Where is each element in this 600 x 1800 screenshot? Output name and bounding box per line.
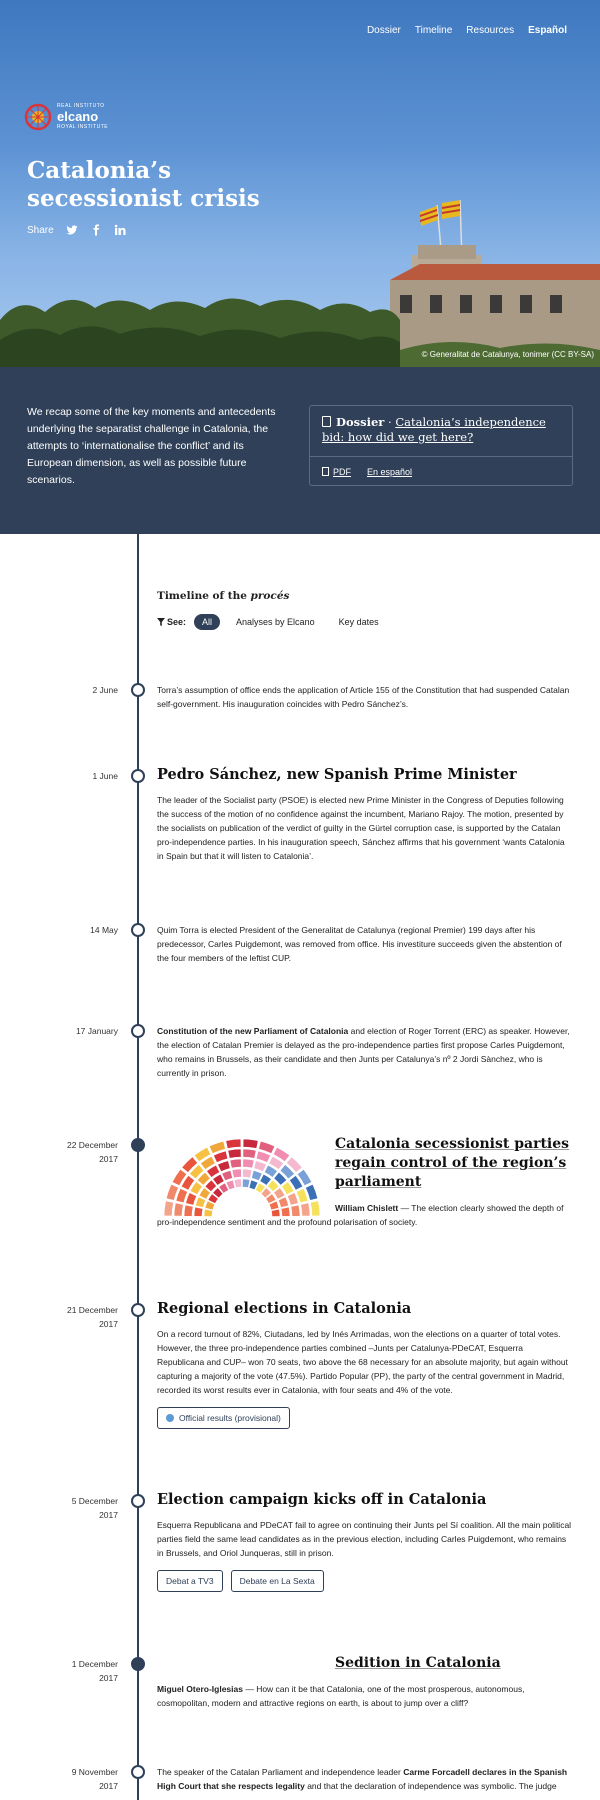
page-title: Catalonia’s secessionist crisis xyxy=(27,157,260,212)
seat-segment xyxy=(228,1149,241,1158)
timeline-entry xyxy=(157,1299,572,1429)
filter-key-dates[interactable]: Key dates xyxy=(338,617,379,627)
seat-segment xyxy=(226,1139,241,1149)
timeline-dot xyxy=(131,923,145,937)
entry-date xyxy=(0,1138,118,1166)
entry-text: Quim Torra is elected President of the Generalitat de Catalunya (regional Premier) 199 days after his predecessor, Carles Puigdemont, was removed from office. His investiture succeeds given the abstention of the four members of the leftist CUP. xyxy=(157,925,562,963)
entry-date-day: 1 December xyxy=(71,1659,118,1669)
seat-segment xyxy=(254,1161,267,1172)
analysis-entry xyxy=(335,1654,572,1673)
filter-label xyxy=(157,617,186,627)
entry-text: Torra’s assumption of office ends the application of Article 155 of the Constitution that had suspended Catalan self-government. His inauguration coincides with Pedro Sánchez’s. xyxy=(157,685,570,709)
entry-title: Regional elections in Catalonia xyxy=(157,1300,412,1317)
entry-text-pre: The speaker of the Catalan Parliament and independence leader xyxy=(157,1767,404,1777)
nav-timeline[interactable]: Timeline xyxy=(414,25,453,36)
entry-text-bold: Constitution of the new Parliament of Catalonia xyxy=(157,1026,349,1036)
official-results-label: Official results (provisional) xyxy=(179,1413,281,1423)
timeline-dot xyxy=(131,1024,145,1038)
timeline-entry xyxy=(157,1490,572,1592)
nav-dossier[interactable]: Dossier xyxy=(366,25,401,36)
entry-text xyxy=(157,1765,572,1793)
timeline-dot-analysis xyxy=(131,1138,145,1152)
filter-label-text: See: xyxy=(167,617,187,627)
filter-all[interactable]: All xyxy=(194,614,220,630)
intro-text: We recap some of the key moments and antecedents underlying the separatist challenge in Catalonia, the attempts to ‘internationalise the conflict’ and its European dimension, as well as possible future scenarios. xyxy=(27,406,276,486)
timeline-heading-text: Timeline of the xyxy=(157,590,251,602)
filter-icon xyxy=(157,618,165,626)
entry-text xyxy=(157,1682,572,1710)
analysis-summary xyxy=(157,1682,572,1710)
entry-text-post: and that the declaration of independence was symbolic. The judge xyxy=(304,1781,557,1791)
entry-date: 14 May xyxy=(90,925,118,935)
dossier-separator: · xyxy=(384,415,396,429)
logo-line1: REAL INSTITUTO xyxy=(57,103,105,109)
timeline-entry xyxy=(157,683,572,711)
analysis-summary xyxy=(157,1201,572,1229)
entry-date-year: 2017 xyxy=(99,1510,118,1520)
entry-date: 2 June xyxy=(92,685,118,695)
timeline-entry xyxy=(157,765,572,863)
dossier-link[interactable]: Catalonia’s independence bid: how did we get here? xyxy=(322,415,546,444)
timeline-heading-em: procés xyxy=(250,590,290,602)
seat-segment xyxy=(243,1169,252,1178)
timeline-dot xyxy=(131,769,145,783)
entry-date xyxy=(0,1765,118,1793)
seat-segment xyxy=(256,1151,270,1163)
entry-date: 1 June xyxy=(92,771,118,781)
entry-text xyxy=(157,1024,572,1080)
linkedin-icon[interactable] xyxy=(114,224,126,236)
facebook-icon[interactable] xyxy=(90,224,102,236)
timeline-filter xyxy=(157,614,387,630)
entry-date-day: 9 November xyxy=(71,1767,118,1777)
twitter-icon[interactable] xyxy=(66,224,78,236)
timeline-entry xyxy=(157,1765,572,1793)
seat-segment xyxy=(243,1149,256,1158)
seat-segment xyxy=(242,1179,249,1188)
timeline-entry xyxy=(157,1024,572,1080)
entry-date-day: 5 December xyxy=(71,1496,118,1506)
entry-date xyxy=(0,1657,118,1685)
analysis-text: — How can it be that Catalonia, one of the most prosperous, autonomous, cosmopolitan, modern and attractive regions on earth, is about to jump over a cliff? xyxy=(157,1684,525,1708)
entry-date-year: 2017 xyxy=(99,1154,118,1164)
entry-title: Pedro Sánchez, new Spanish Prime Minister xyxy=(157,766,517,783)
timeline-dot-analysis xyxy=(131,1657,145,1671)
seat-segment xyxy=(222,1170,233,1180)
dossier-card-footer xyxy=(310,457,572,487)
seat-segment xyxy=(230,1159,241,1168)
filter-analyses[interactable]: Analyses by Elcano xyxy=(236,617,315,627)
nav-resources[interactable]: Resources xyxy=(466,25,515,36)
results-icon xyxy=(166,1414,174,1422)
entry-text xyxy=(157,1201,572,1229)
entry-date: 17 January xyxy=(75,1026,118,1036)
pdf-link[interactable]: PDF xyxy=(333,467,351,477)
analysis-title[interactable]: Sedition in Catalonia xyxy=(335,1655,501,1671)
top-nav xyxy=(367,25,567,36)
analysis-title[interactable]: Catalonia secessionist parties regain control of the region’s parliament xyxy=(335,1136,570,1190)
entry-date-day: 21 December xyxy=(66,1305,118,1315)
seat-segment xyxy=(243,1139,258,1149)
share-label: Share xyxy=(27,224,54,236)
dossier-card-header[interactable] xyxy=(310,406,572,457)
timeline-dot xyxy=(131,1494,145,1508)
entry-text: Esquerra Republicana and PDeCAT fail to agree on continuing their Junts pel Sí coalition. All the main political parties field the same lead candidates as in the previous election, including Carles Puigdemont, who remains in Brussels, and Oriol Junqueras, still in prison. xyxy=(157,1520,572,1558)
logo-line2: ROYAL INSTITUTE xyxy=(57,124,109,130)
entry-date xyxy=(0,1494,118,1522)
entry-text-rest: and election of Roger Torrent (ERC) as speaker. However, the election of Catalan Premier is delayed as the pro-independence parties first propose Carles Puigdemont, who remains in Brussels, as their candidate and then Junts per Catalunya’s nº 2 Jordi Sànchez, who is currently in prison. xyxy=(157,1026,570,1078)
pdf-icon xyxy=(322,467,329,476)
analysis-author: Miguel Otero-Iglesias xyxy=(157,1684,243,1694)
entry-date-year: 2017 xyxy=(99,1673,118,1683)
share-bar xyxy=(27,224,126,236)
timeline-heading xyxy=(157,590,289,602)
seat-segment xyxy=(232,1169,241,1178)
official-results-button[interactable] xyxy=(157,1407,290,1429)
elcano-seal-icon xyxy=(24,103,52,131)
elcano-logo[interactable] xyxy=(24,103,108,131)
seat-segment xyxy=(243,1159,254,1168)
entry-date xyxy=(0,1303,118,1331)
entry-text: The leader of the Socialist party (PSOE) is elected new Prime Minister in the Congress of Deputies following the success of the motion of no confidence against the incumbent, Mariano Rajoy. The motion, presented by the socialists on publication of the verdict of guilty in the Gürtel corruption case, is supported by the Catalan pro-independence parties. In his inauguration speech, Sánchez affirms that his government ‘wants Catalonia in Spain but that it will listen to Catalonia’. xyxy=(157,795,565,861)
entry-text: On a record turnout of 82%, Ciutadans, led by Inés Arrimadas, won the elections on a quarter of total votes. However, the three pro-independence parties combined –Junts per Catalunya-PDeCAT, Esquerra Republicana and CUP– won 70 seats, two above the 68 necessary for an absolute majority, but again without capturing a majority of the vote (47.5%). Partido Popular (PP), the party of the central government in Madrid, recorded its worst results ever in Catalonia, with four seats and 4% of the vote. xyxy=(157,1329,568,1395)
seat-segment xyxy=(234,1179,241,1188)
timeline-dot xyxy=(131,683,145,697)
dossier-label: Dossier xyxy=(336,415,385,429)
timeline-line xyxy=(137,534,139,1800)
timeline-entry xyxy=(157,923,572,965)
pdf-link-wrap xyxy=(322,467,351,477)
hero-banner xyxy=(0,0,600,367)
document-icon xyxy=(322,416,331,427)
entry-buttons xyxy=(157,1407,572,1429)
logo-name: elcano xyxy=(57,109,99,124)
timeline-dot xyxy=(131,1765,145,1779)
analysis-entry xyxy=(335,1135,572,1192)
seat-segment xyxy=(218,1161,231,1172)
entry-date-year: 2017 xyxy=(99,1319,118,1329)
entry-date-day: 22 December xyxy=(66,1140,118,1150)
spanish-version-link[interactable]: En español xyxy=(367,467,413,477)
entry-buttons xyxy=(157,1570,572,1592)
dossier-card xyxy=(309,405,573,486)
entry-date-year: 2017 xyxy=(99,1781,118,1791)
nav-language-toggle[interactable]: Español xyxy=(528,25,567,36)
image-credit[interactable]: © Generalitat de Catalunya, tonimer (CC BY-SA) xyxy=(421,350,594,359)
debate-lasexta-button[interactable]: Debate en La Sexta xyxy=(231,1570,324,1592)
entry-text-bold: Carme Forcadell declares in the Spanish High Court that she respects legality xyxy=(157,1767,568,1791)
seat-segment xyxy=(213,1151,227,1163)
debate-tv3-button[interactable]: Debat a TV3 xyxy=(157,1570,223,1592)
entry-title: Election campaign kicks off in Catalonia xyxy=(157,1491,487,1508)
intro-band xyxy=(0,367,600,534)
analysis-author: William Chislett xyxy=(335,1203,399,1213)
analysis-text: — The election clearly showed the depth of pro-independence sentiment and the profound polarisation of society. xyxy=(157,1203,564,1227)
seat-segment xyxy=(251,1170,262,1180)
timeline-dot xyxy=(131,1303,145,1317)
